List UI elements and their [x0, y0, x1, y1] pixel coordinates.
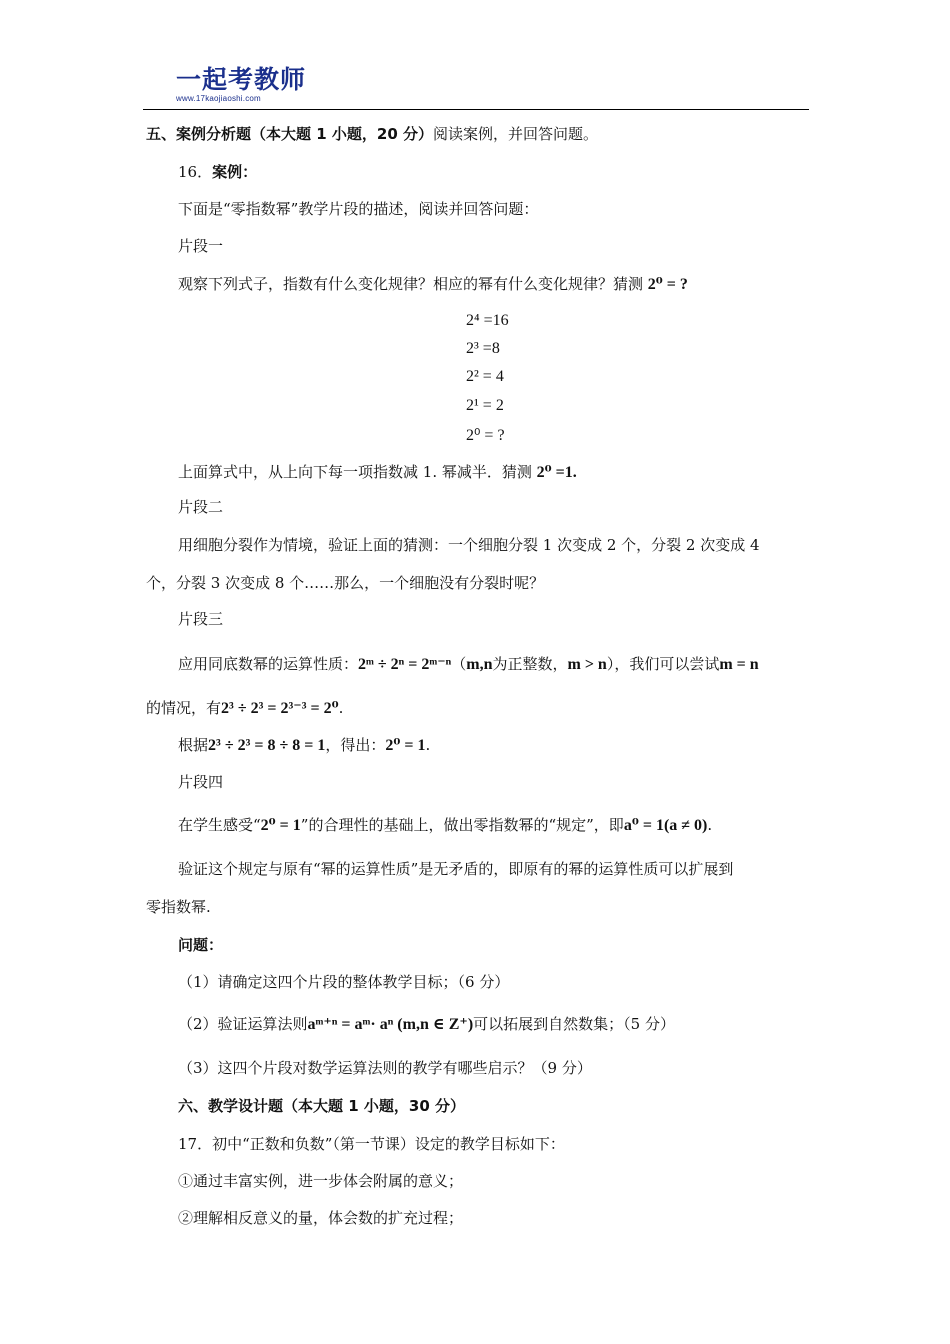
- seg1-conclusion-text: 上面算式中，从上向下每一项指数减 1. 幂减半．猜测: [178, 463, 532, 481]
- seg3-line3-math: 2³ ÷ 2³ = 8 ÷ 8 = 1: [208, 737, 326, 754]
- seg1-text: [178, 274, 688, 295]
- equation-4: 2¹ = 2: [466, 397, 504, 414]
- seg2-line2: 个，分裂 3 次变成 8 个……那么，一个细胞没有分裂时呢？: [146, 574, 545, 592]
- seg3-line3: [178, 735, 430, 756]
- seg1-conclusion-math: 2⁰ =1.: [536, 464, 577, 481]
- seg3-line2-math: 2³ ÷ 2³ = 2³⁻³ = 2⁰: [221, 700, 339, 717]
- seg1-guess: 2⁰ = ?: [647, 276, 688, 293]
- q17-goal1: ①通过丰富实例，进一步体会附属的意义；: [178, 1172, 464, 1190]
- seg2-title: 片段二: [178, 498, 224, 516]
- equation-3: 2² = 4: [466, 368, 504, 385]
- q16-intro: 下面是“零指数幂”教学片段的描述，阅读并回答问题：: [178, 200, 539, 218]
- seg1-conclusion: [178, 462, 577, 483]
- seg3-line2: [146, 698, 343, 719]
- question-3: （3）这四个片段对数学运算法则的教学有哪些启示？（9 分）: [178, 1059, 592, 1077]
- seg4-title: 片段四: [178, 773, 224, 791]
- section5-instruction: 阅读案例，并回答问题。: [432, 125, 598, 143]
- equation-1: 2⁴ =16: [466, 312, 509, 329]
- question-2-a: （2）验证运算法则: [178, 1015, 308, 1033]
- seg3-line1-eq: m = n: [719, 656, 759, 673]
- seg3-line3-a: 根据: [178, 736, 209, 754]
- questions-label: 问题：: [178, 936, 224, 954]
- question-2-b: 可以拓展到自然数集；（5 分）: [473, 1015, 675, 1033]
- seg4-line3: 零指数幂.: [146, 898, 211, 916]
- q16-number: 16．: [178, 163, 213, 181]
- seg3-line2-b: .: [338, 699, 344, 717]
- seg3-line1-a: 应用同底数幂的运算性质：: [178, 655, 359, 673]
- q17-intro: 17．初中“正数和负数”（第一节课）设定的教学目标如下：: [178, 1135, 565, 1153]
- q16-label: 案例：: [212, 163, 258, 181]
- seg4-line1-b: ”的合理性的基础上，做出零指数幂的“规定”，即: [300, 816, 624, 834]
- q16-heading: [178, 162, 257, 182]
- logo-url: www.17kaojiaoshi.com: [176, 94, 261, 103]
- q17-goal2: ②理解相反意义的量，体会数的扩充过程；: [178, 1209, 464, 1227]
- seg3-line1-mn: m,n: [466, 656, 493, 673]
- seg3-line1-cond: m > n: [567, 656, 607, 673]
- logo-text: 一起考教师: [176, 65, 307, 94]
- question-2: [178, 1014, 675, 1035]
- question-1: （1）请确定这四个片段的整体教学目标；（6 分）: [178, 973, 510, 991]
- seg1-text-body: 观察下列式子，指数有什么变化规律？相应的幂有什么变化规律？猜测: [178, 275, 644, 293]
- seg3-line3-b: ，得出：: [325, 736, 386, 754]
- seg4-line1-c: .: [707, 816, 713, 834]
- section6-title: 六、教学设计题（本大题 1 小题，30 分）: [178, 1097, 465, 1115]
- seg4-line1: [178, 815, 712, 836]
- seg4-line1-math2: a⁰ = 1(a ≠ 0): [623, 817, 708, 834]
- section5-title: 五、案例分析题（本大题 1 小题，20 分）: [146, 125, 433, 143]
- seg3-line2-a: 的情况，有: [146, 699, 222, 717]
- seg3-line3-c: .: [425, 736, 431, 754]
- seg3-line1-c: 为正整数，: [492, 655, 568, 673]
- seg3-line3-math2: 2⁰ = 1: [385, 737, 426, 754]
- seg2-line1: 用细胞分裂作为情境，验证上面的猜测：一个细胞分裂 1 次变成 2 个，分裂 2 次变成 4: [178, 536, 760, 554]
- seg3-line1: [178, 654, 759, 675]
- seg3-line1-math: 2ᵐ ÷ 2ⁿ = 2ᵐ⁻ⁿ: [358, 656, 452, 673]
- seg3-line1-b: （: [451, 655, 467, 673]
- logo: [176, 66, 306, 103]
- equation-5: 2⁰ = ?: [466, 427, 505, 444]
- equation-2: 2³ =8: [466, 340, 500, 357]
- seg4-line1-a: 在学生感受“: [178, 816, 261, 834]
- seg4-line2: 验证这个规定与原有“幂的运算性质”是无矛盾的，即原有的幂的运算性质可以扩展到: [178, 860, 734, 878]
- section5-heading: [146, 124, 598, 144]
- header-rule: [143, 109, 809, 110]
- seg4-line1-math: 2⁰ = 1: [260, 817, 301, 834]
- question-2-math: aᵐ⁺ⁿ = aᵐ· aⁿ (m,n ∈ Z⁺): [307, 1016, 474, 1033]
- seg3-title: 片段三: [178, 610, 224, 628]
- seg1-title: 片段一: [178, 237, 224, 255]
- seg3-line1-d: ），我们可以尝试: [606, 655, 720, 673]
